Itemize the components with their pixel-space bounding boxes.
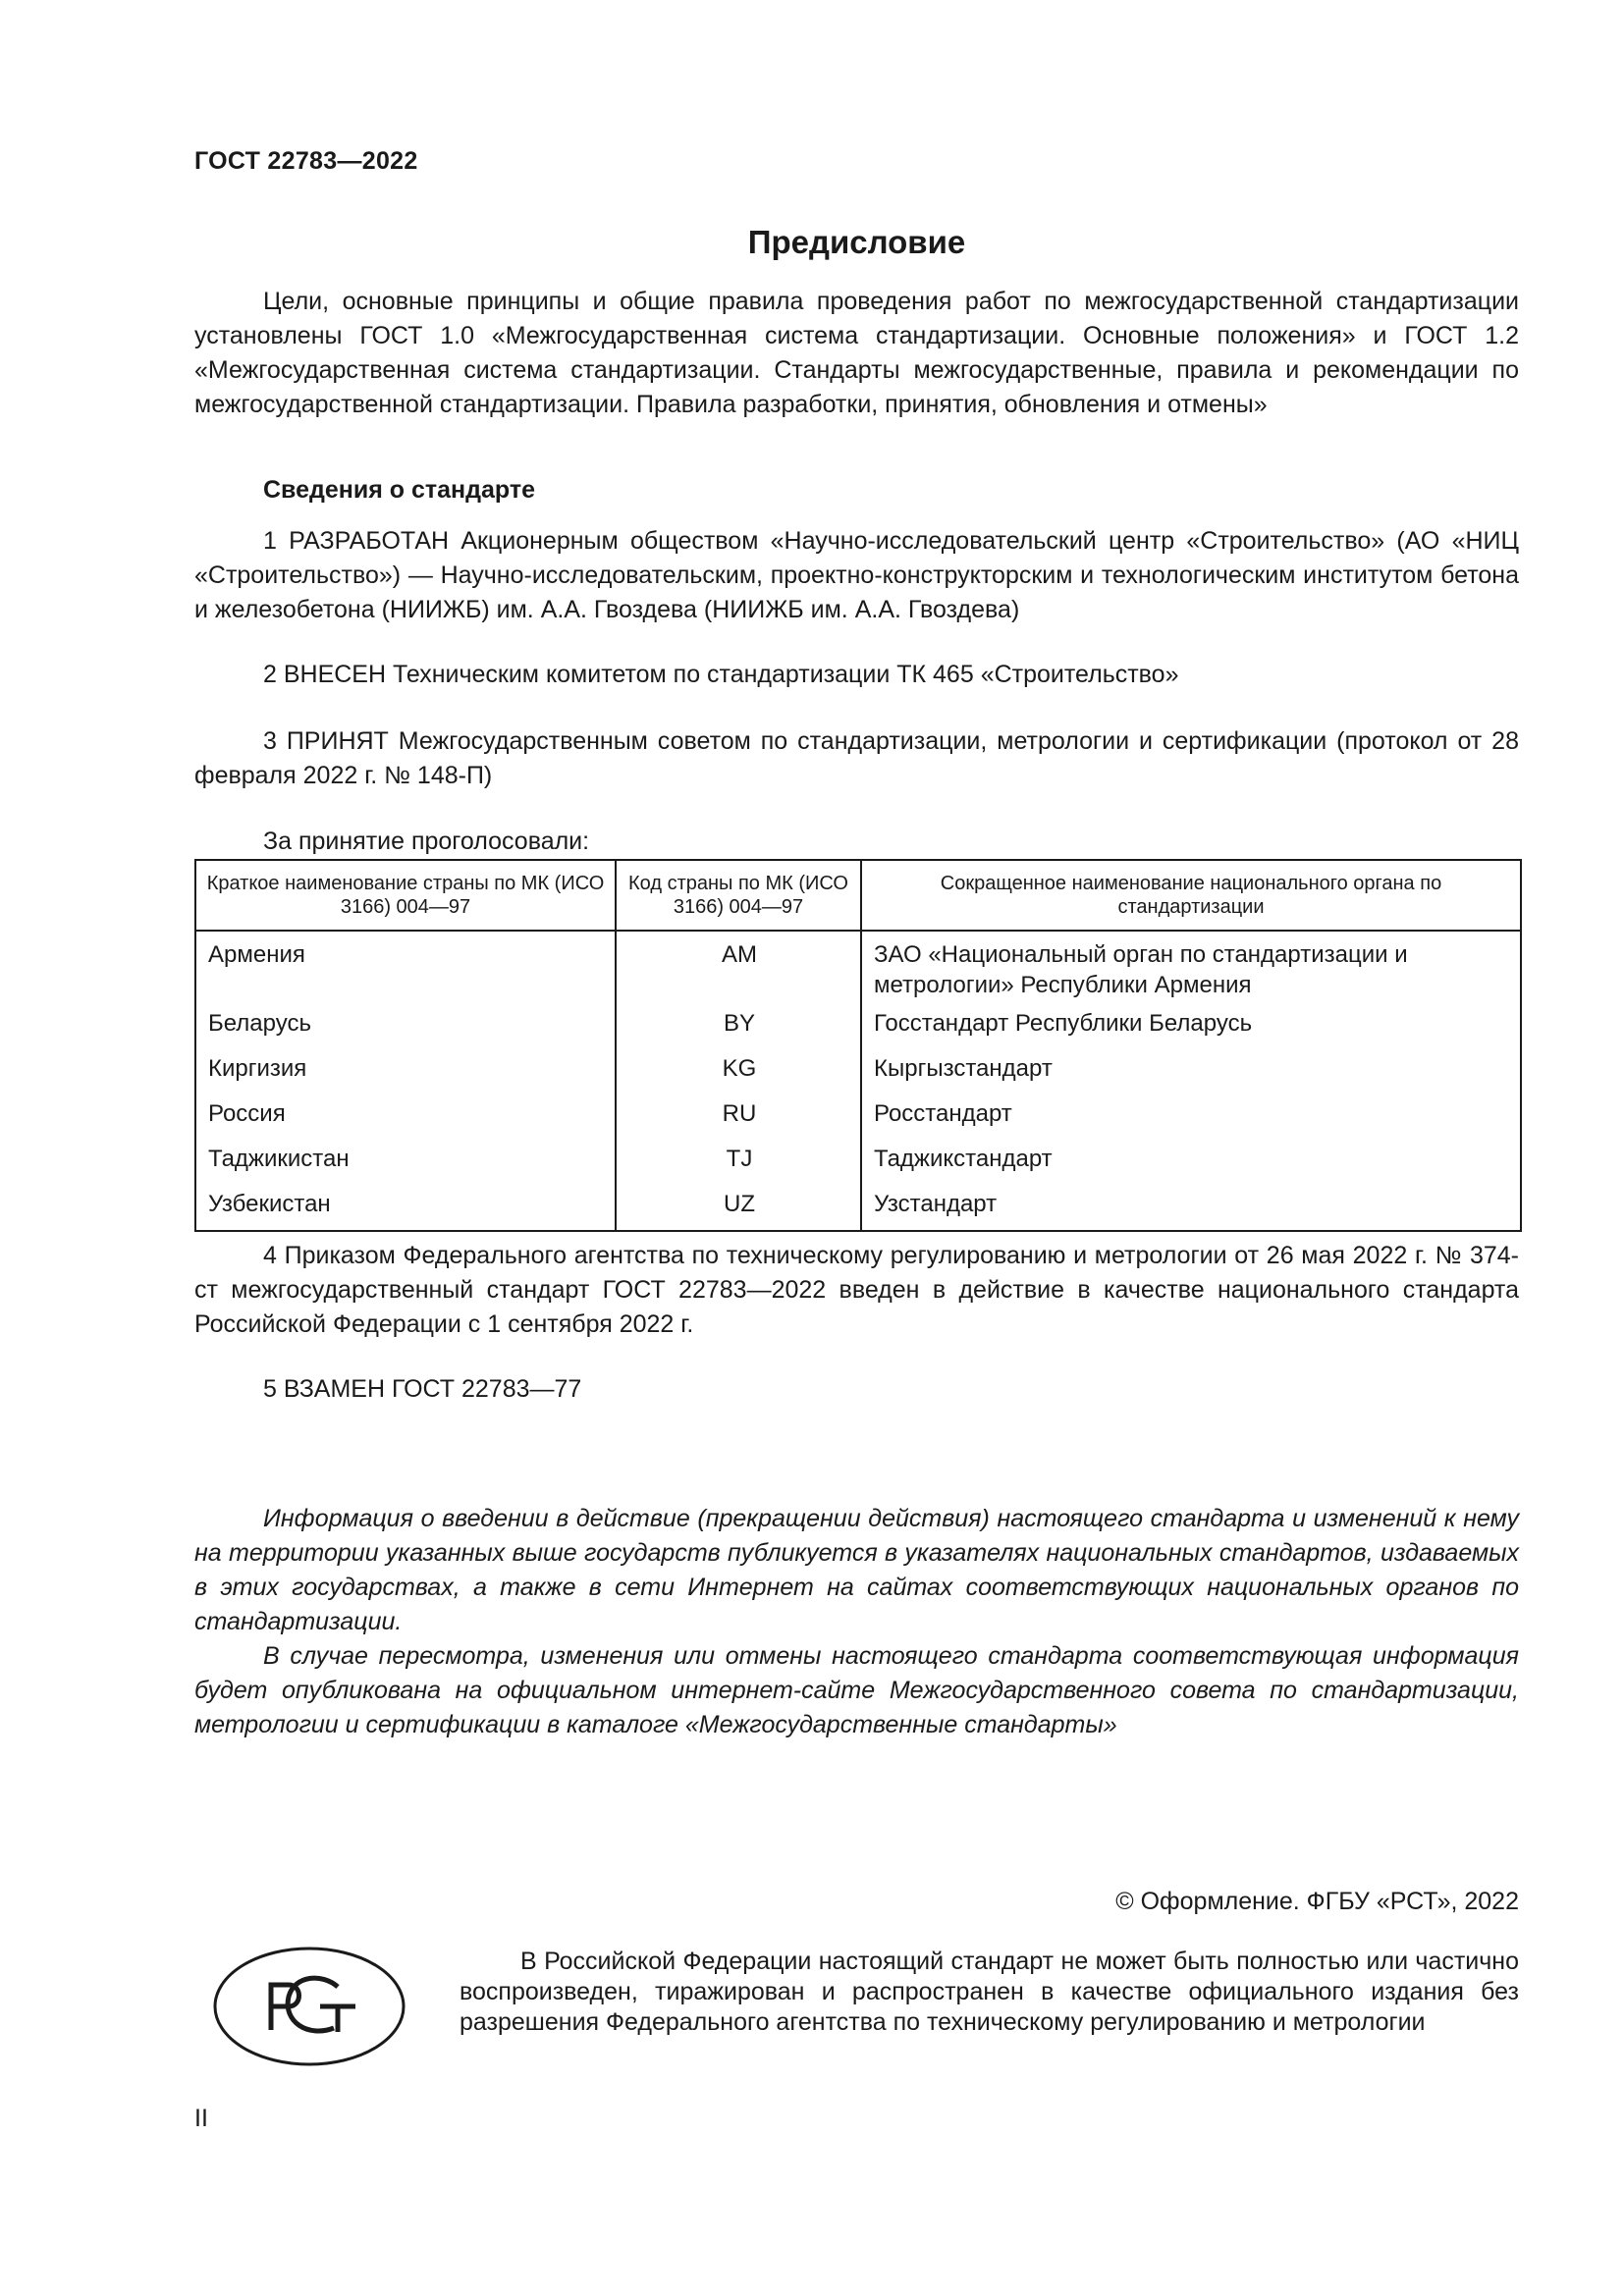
vote-label: За принятие проголосовали: bbox=[263, 828, 590, 855]
publication-info-paragraph: Информация о введении в действие (прекращении действия) настоящего стандарта и изменений к нему на территории указанных выше государств публикуется в указателях национальных стандартов, издаваемых в этих государствах, а также в сети Интернет на сайтах соответствующих национальных органов по стандартизации. bbox=[194, 1505, 1519, 1635]
body-cell: Узстандарт bbox=[861, 1185, 1521, 1231]
rst-mark-icon bbox=[212, 1946, 406, 2067]
item-5-block bbox=[194, 1372, 1519, 1407]
body-cell: Таджикстандарт bbox=[861, 1140, 1521, 1185]
country-cell: Киргизия bbox=[195, 1049, 616, 1095]
intro-section bbox=[194, 285, 1519, 422]
item-4-block bbox=[194, 1239, 1519, 1342]
reproduction-notice bbox=[460, 1947, 1519, 2038]
info-heading-block bbox=[194, 473, 1519, 507]
intro-paragraph: Цели, основные принципы и общие правила проведения работ по межгосударственной стандартизации установлены ГОСТ 1.0 «Межгосударственная система стандартизации. Основные положения» и ГОСТ 1.2 «Межгосударственная система стандартизации. Стандарты межгосударственные, правила и рекомендации по межгосударственной стандартизации. Правила разработки, принятия, обновления и отмены» bbox=[194, 288, 1519, 418]
table-row bbox=[195, 931, 1521, 1004]
item-1: 1 РАЗРАБОТАН Акционерным обществом «Научно-исследовательский центр «Строительство» (АО «НИЦ «Строительство») — Научно-исследовательским, проектно-конструкторским и технологическим институтом бетона и железобетона (НИИЖБ) им. А.А. Гвоздева (НИИЖБ им. А.А. Гвоздева) bbox=[194, 527, 1519, 623]
country-cell: Россия bbox=[195, 1095, 616, 1140]
table-row bbox=[195, 1185, 1521, 1231]
code-cell: UZ bbox=[616, 1185, 861, 1231]
reproduction-notice-text: В Российской Федерации настоящий стандарт не может быть полностью или частично воспроизведен, тиражирован и распространен в качестве официального издания без разрешения Федерального агентства по техническому регулированию и метрологии bbox=[460, 1948, 1519, 2036]
info-heading: Сведения о стандарте bbox=[263, 476, 536, 504]
table-header-row bbox=[195, 860, 1521, 931]
body-cell: Росстандарт bbox=[861, 1095, 1521, 1140]
item-2-block bbox=[194, 658, 1519, 692]
item-3-block bbox=[194, 724, 1519, 793]
page-title: Предисловие bbox=[747, 224, 966, 260]
table-row bbox=[195, 1095, 1521, 1140]
table-row bbox=[195, 1140, 1521, 1185]
table-row bbox=[195, 1004, 1521, 1049]
code-cell: BY bbox=[616, 1004, 861, 1049]
page-number: II bbox=[194, 2105, 208, 2132]
body-cell: ЗАО «Национальный орган по стандартизации и метрологии» Республики Армения bbox=[861, 931, 1521, 1004]
country-cell: Таджикистан bbox=[195, 1140, 616, 1185]
country-cell: Узбекистан bbox=[195, 1185, 616, 1231]
column-header-country: Краткое наименование страны по МК (ИСО 3166) 004—97 bbox=[195, 860, 616, 931]
country-cell: Армения bbox=[195, 931, 616, 1004]
country-cell: Беларусь bbox=[195, 1004, 616, 1049]
revision-info-paragraph: В случае пересмотра, изменения или отмены настоящего стандарта соответствующая информация будет опубликована на официальном интернет-сайте Межгосударственного совета по стандартизации, метрологии и сертификации в каталоге «Межгосударственные стандарты» bbox=[194, 1642, 1519, 1738]
item-2: 2 ВНЕСЕН Техническим комитетом по стандартизации ТК 465 «Строительство» bbox=[263, 661, 1179, 688]
table-row bbox=[195, 1049, 1521, 1095]
code-cell: TJ bbox=[616, 1140, 861, 1185]
document-code: ГОСТ 22783—2022 bbox=[194, 147, 418, 175]
item-5: 5 ВЗАМЕН ГОСТ 22783—77 bbox=[263, 1375, 582, 1403]
code-cell: AM bbox=[616, 931, 861, 1004]
column-header-code: Код страны по МК (ИСО 3166) 004—97 bbox=[616, 860, 861, 931]
column-header-body: Сокращенное наименование национального органа по стандартизации bbox=[861, 860, 1521, 931]
code-cell: KG bbox=[616, 1049, 861, 1095]
body-cell: Кыргызстандарт bbox=[861, 1049, 1521, 1095]
code-cell: RU bbox=[616, 1095, 861, 1140]
publication-info bbox=[194, 1502, 1519, 1742]
item-1-block bbox=[194, 524, 1519, 627]
item-3: 3 ПРИНЯТ Межгосударственным советом по стандартизации, метрологии и сертификации (протокол от 28 февраля 2022 г. № 148-П) bbox=[194, 727, 1519, 789]
item-4: 4 Приказом Федерального агентства по техническому регулированию и метрологии от 26 мая 2022 г. № 374-ст межгосударственный стандарт ГОСТ 22783—2022 введен в действие в качестве национального стандарта Российской Федерации с 1 сентября 2022 г. bbox=[194, 1242, 1519, 1338]
body-cell: Госстандарт Республики Беларусь bbox=[861, 1004, 1521, 1049]
voting-table bbox=[194, 859, 1522, 1232]
copyright-line: © Оформление. ФГБУ «РСТ», 2022 bbox=[1115, 1888, 1519, 1915]
vote-label-block bbox=[194, 825, 1519, 859]
